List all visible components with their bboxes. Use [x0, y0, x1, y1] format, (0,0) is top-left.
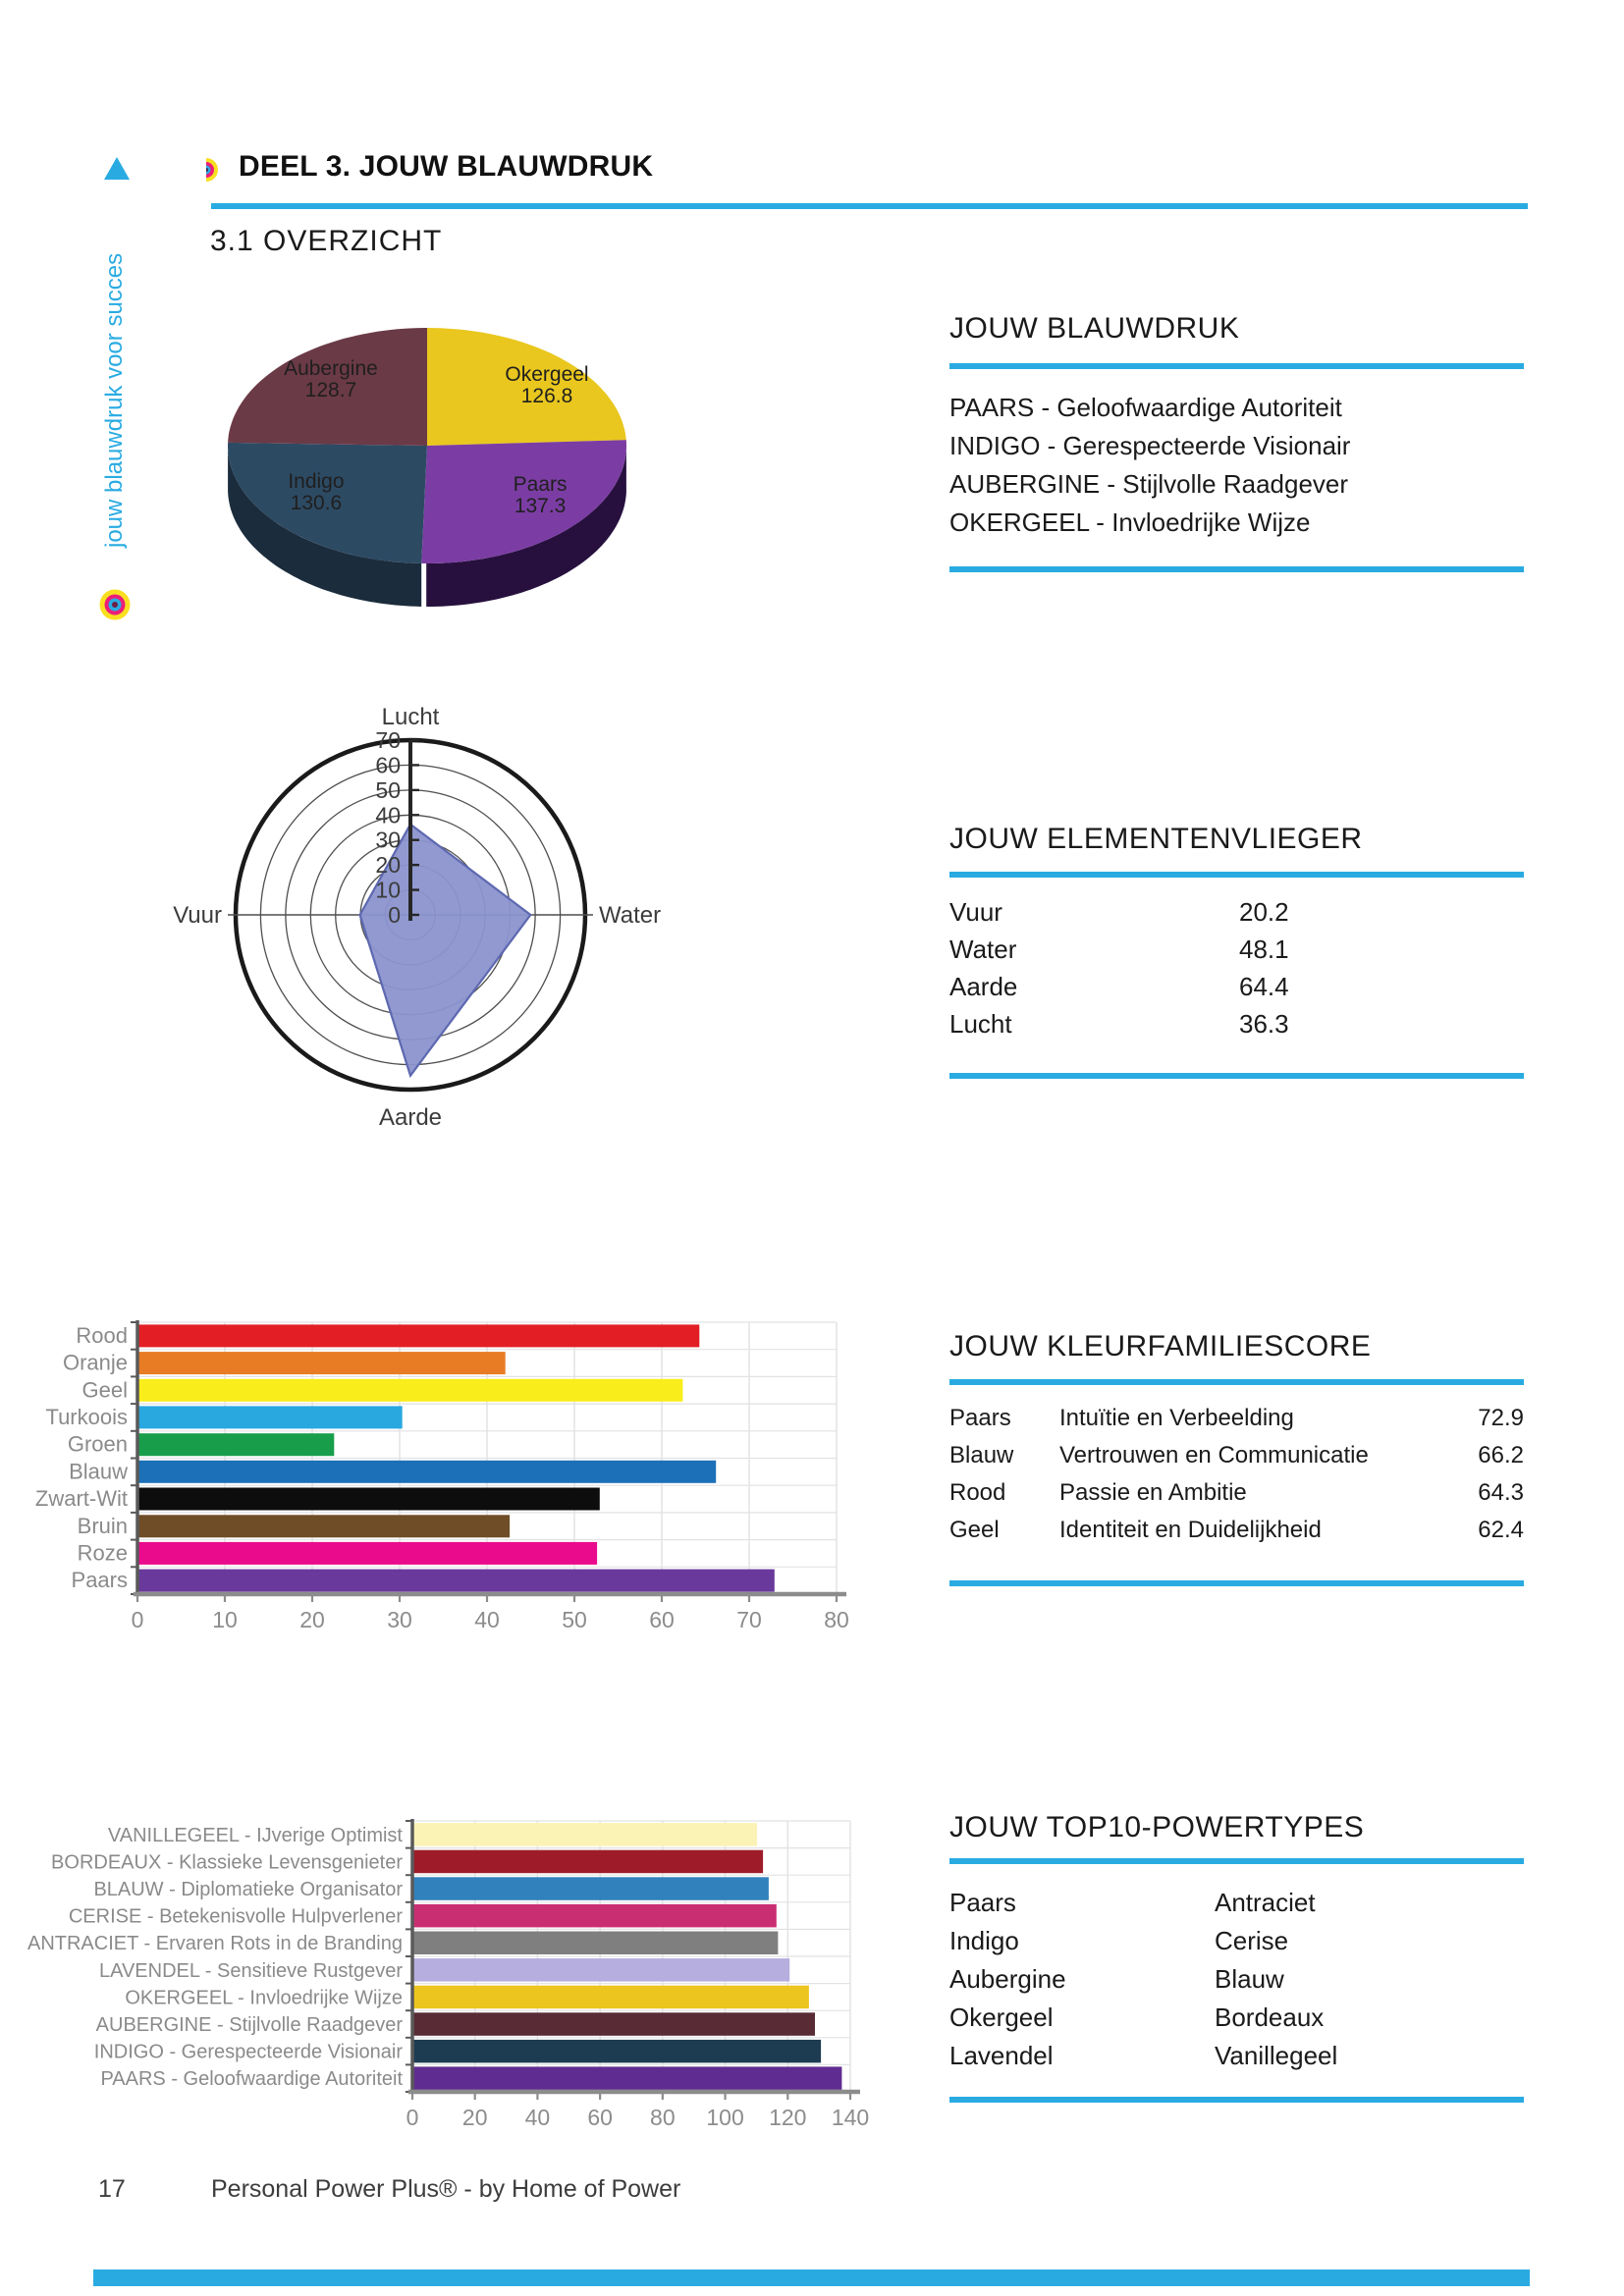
- panel-title: JOUW BLAUWDRUK: [949, 312, 1240, 345]
- element-row: [949, 897, 1524, 934]
- element-row: [949, 1009, 1524, 1046]
- panel-blauwdruk: [949, 312, 1524, 577]
- x-tick-label: 10: [212, 1607, 238, 1629]
- element-label: Aarde: [949, 972, 1018, 1001]
- divider: [949, 1858, 1524, 1864]
- color-description: Intuïtie en Verbeelding: [1059, 1405, 1294, 1431]
- category-label: Roze: [77, 1540, 128, 1566]
- section-title: DEEL 3. JOUW BLAUWDRUK: [239, 150, 654, 183]
- radar-axis-label: Aarde: [378, 1104, 443, 1131]
- x-tick-label: 60: [587, 2105, 613, 2130]
- pie-label: Okergeel: [505, 363, 589, 386]
- color-score: 62.4: [1478, 1517, 1524, 1543]
- color-score: 66.2: [1478, 1442, 1524, 1468]
- divider: [949, 1580, 1524, 1586]
- category-label: Oranje: [62, 1350, 128, 1375]
- panel-title: JOUW ELEMENTENVLIEGER: [949, 823, 1363, 855]
- pie-value: 137.3: [514, 494, 567, 517]
- category-label: CERISE - Betekenisvolle Hulpverlener: [68, 1905, 403, 1928]
- bar: [137, 1433, 334, 1456]
- category-label: Geel: [81, 1377, 128, 1403]
- element-row: [949, 934, 1524, 972]
- category-label: ANTRACIET - Ervaren Rots in de Branding: [27, 1933, 403, 1955]
- x-tick-label: 0: [131, 1607, 144, 1629]
- radar-tick-label: 70: [375, 727, 401, 753]
- radar-tick-label: 40: [375, 802, 401, 828]
- bar: [412, 2012, 815, 2036]
- blauwdruk-item: OKERGEEL - Invloedrijke Wijze: [949, 507, 1311, 537]
- bar: [412, 1877, 769, 1900]
- top10-item: Antraciet: [1215, 1888, 1316, 1917]
- bar: [412, 2066, 841, 2090]
- category-label: Blauw: [69, 1459, 128, 1484]
- color-description: Vertrouwen en Communicatie: [1059, 1442, 1369, 1468]
- pie-label: Indigo: [288, 469, 345, 493]
- x-tick-label: 50: [562, 1607, 587, 1629]
- x-tick-label: 40: [474, 1607, 500, 1629]
- blauwdruk-item: AUBERGINE - Stijlvolle Raadgever: [949, 469, 1349, 499]
- panel-title: JOUW KLEURFAMILIESCORE: [949, 1330, 1372, 1362]
- pie-value: 126.8: [520, 385, 573, 407]
- element-row: [949, 972, 1524, 1009]
- radar-axis-label: Water: [599, 902, 662, 929]
- divider: [949, 2097, 1524, 2103]
- category-label: Zwart-Wit: [34, 1486, 128, 1511]
- radar-tick-label: 60: [375, 752, 401, 778]
- color-description: Passie en Ambitie: [1059, 1479, 1247, 1506]
- panel-top10-powertypes: [949, 1811, 1524, 2106]
- bar: [137, 1324, 699, 1347]
- top10-item: Paars: [949, 1888, 1016, 1917]
- x-tick-label: 70: [736, 1607, 762, 1629]
- footer-accent-bar: [93, 2269, 1530, 2286]
- pie-label: Paars: [513, 472, 568, 496]
- sidebar-vertical-text: jouw blauwdruk voor succes: [101, 252, 128, 548]
- kleurfamilie-bar-chart: [10, 1306, 874, 1629]
- top10-columns: [949, 1884, 1524, 2075]
- bar: [137, 1488, 600, 1511]
- blauwdruk-item: INDIGO - Gerespecteerde Visionair: [949, 431, 1351, 460]
- category-label: BLAUW - Diplomatieke Organisator: [93, 1879, 403, 1900]
- radar-tick-label: 0: [388, 902, 401, 928]
- radar-tick-label: 10: [375, 877, 401, 903]
- header-divider: [211, 203, 1528, 209]
- category-label: INDIGO - Gerespecteerde Visionair: [93, 2041, 403, 2063]
- bar: [137, 1515, 510, 1537]
- radar-tick-label: 30: [375, 827, 401, 853]
- element-label: Water: [949, 934, 1017, 964]
- half-bullseye-icon: [206, 157, 220, 183]
- category-label: Bruin: [77, 1513, 128, 1538]
- bar: [412, 1958, 789, 1982]
- element-value: 48.1: [1239, 934, 1289, 964]
- divider: [949, 1073, 1524, 1079]
- element-label: Vuur: [949, 897, 1002, 927]
- bar: [137, 1542, 597, 1565]
- pie-label: Aubergine: [284, 357, 378, 380]
- bar: [137, 1352, 506, 1374]
- top10-item: Cerise: [1215, 1926, 1289, 1955]
- footer-text: Personal Power Plus® - by Home of Power: [211, 2175, 681, 2203]
- element-value: 64.4: [1239, 972, 1289, 1001]
- x-tick-label: 20: [299, 1607, 325, 1629]
- pie-value: 128.7: [304, 379, 357, 401]
- divider: [949, 566, 1524, 572]
- kleurfamilie-row: [949, 1479, 1524, 1517]
- blauwdruk-list: [949, 389, 1350, 542]
- x-tick-label: 20: [461, 2105, 488, 2130]
- category-label: OKERGEEL - Invloedrijke Wijze: [125, 1987, 403, 2009]
- panel-elementenvlieger: [949, 823, 1524, 1084]
- category-label: VANILLEGEEL - IJverige Optimist: [107, 1824, 403, 1846]
- kleurfamilie-row: [949, 1442, 1524, 1479]
- element-value: 20.2: [1239, 897, 1289, 927]
- blauwdruk-item: PAARS - Geloofwaardige Autoriteit: [949, 393, 1342, 422]
- element-rows: [949, 897, 1524, 1046]
- category-label: Groen: [67, 1431, 128, 1457]
- color-name: Blauw: [949, 1442, 1014, 1468]
- bullseye-icon: [97, 587, 133, 622]
- color-score: 64.3: [1478, 1479, 1524, 1506]
- radar-chart: [167, 687, 677, 1148]
- x-tick-label: 80: [650, 2105, 676, 2130]
- radar-axis-label: Lucht: [381, 704, 440, 730]
- top10-item: Lavendel: [949, 2041, 1054, 2070]
- top10-item: Blauw: [1215, 1964, 1284, 1994]
- radar-tick-label: 20: [375, 852, 401, 879]
- kleurfamilie-rows: [949, 1405, 1524, 1554]
- x-tick-label: 0: [406, 2105, 419, 2130]
- top10-bar-chart: [10, 1806, 874, 2130]
- x-tick-label: 30: [387, 1607, 412, 1629]
- x-tick-label: 80: [824, 1607, 849, 1629]
- pie-chart: [196, 316, 658, 630]
- bar: [137, 1379, 682, 1402]
- color-score: 72.9: [1478, 1405, 1524, 1431]
- top10-item: Okergeel: [949, 2002, 1054, 2032]
- panel-title: JOUW TOP10-POWERTYPES: [949, 1811, 1365, 1843]
- bar: [137, 1570, 775, 1592]
- x-tick-label: 60: [649, 1607, 675, 1629]
- radar-axis-label: Vuur: [173, 902, 222, 929]
- color-description: Identiteit en Duidelijkheid: [1059, 1517, 1322, 1543]
- page-number: 17: [98, 2175, 126, 2203]
- bar: [412, 1823, 757, 1846]
- top10-item: Indigo: [949, 1926, 1019, 1955]
- category-label: Turkoois: [45, 1404, 128, 1429]
- triangle-icon: [104, 157, 130, 180]
- top10-item: Aubergine: [949, 1964, 1066, 1994]
- category-label: Paars: [71, 1568, 128, 1593]
- element-value: 36.3: [1239, 1009, 1289, 1039]
- kleurfamilie-row: [949, 1517, 1524, 1554]
- x-tick-label: 40: [524, 2105, 551, 2130]
- divider: [949, 872, 1524, 878]
- x-tick-label: 140: [831, 2105, 870, 2130]
- top10-item: Vanillegeel: [1215, 2041, 1338, 2070]
- category-label: PAARS - Geloofwaardige Autoriteit: [100, 2068, 403, 2091]
- color-name: Rood: [949, 1479, 1006, 1506]
- category-label: LAVENDEL - Sensitieve Rustgever: [98, 1959, 403, 1982]
- x-tick-label: 100: [706, 2105, 744, 2130]
- bar: [412, 2040, 821, 2063]
- color-name: Geel: [949, 1517, 1000, 1543]
- bar: [137, 1406, 403, 1428]
- pie-value: 130.6: [290, 491, 343, 514]
- x-tick-label: 120: [769, 2105, 807, 2130]
- divider: [949, 363, 1524, 369]
- divider: [949, 1379, 1524, 1385]
- bar: [412, 1904, 777, 1928]
- kleurfamilie-row: [949, 1405, 1524, 1442]
- category-label: AUBERGINE - Stijlvolle Raadgever: [95, 2014, 403, 2036]
- category-label: BORDEAUX - Klassieke Levensgenieter: [51, 1851, 403, 1874]
- category-label: Rood: [76, 1322, 128, 1348]
- element-label: Lucht: [949, 1009, 1012, 1039]
- bar: [412, 1850, 763, 1874]
- color-name: Paars: [949, 1405, 1011, 1431]
- bar: [137, 1461, 716, 1483]
- bar: [412, 1932, 778, 1955]
- radar-tick-label: 50: [375, 776, 401, 803]
- subsection-title: 3.1 OVERZICHT: [210, 225, 443, 257]
- bar: [412, 1986, 809, 2009]
- panel-kleurfamiliescore: [949, 1330, 1524, 1591]
- top10-column-2: [1215, 1884, 1337, 2075]
- top10-item: Bordeaux: [1215, 2002, 1325, 2032]
